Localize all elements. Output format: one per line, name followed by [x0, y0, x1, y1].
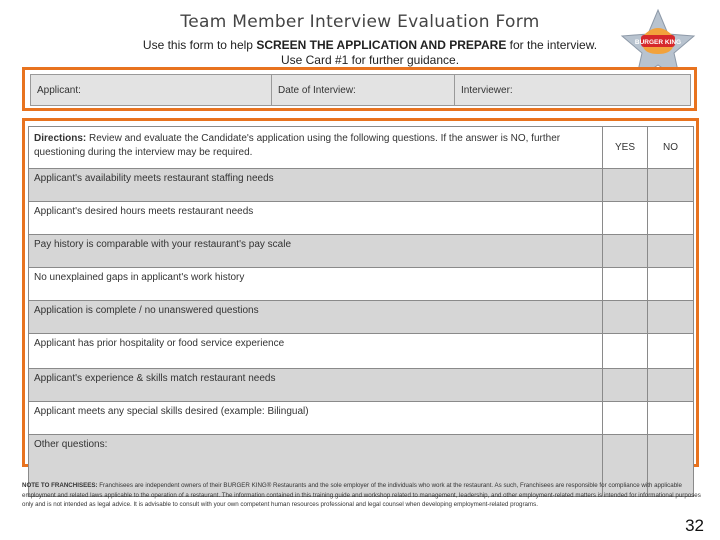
directions-text: Review and evaluate the Candidate's application using the following questions. If the answer is NO, further questioning during the interview may be required. — [34, 133, 561, 158]
date-of-interview-field[interactable]: Date of Interview: — [272, 75, 455, 105]
evaluation-section — [22, 118, 699, 467]
question-text: Applicant meets any special skills desired (example: Bilingual) — [29, 402, 603, 435]
yes-checkbox-cell[interactable] — [603, 235, 648, 268]
other-questions-text[interactable]: Other questions: — [29, 435, 603, 497]
question-text: Applicant's availability meets restaurant staffing needs — [29, 169, 603, 202]
no-column-header: NO — [648, 127, 694, 169]
applicant-info-section — [22, 67, 697, 111]
question-text: Applicant's desired hours meets restaurant needs — [29, 202, 603, 235]
evaluation-table — [28, 126, 694, 497]
yes-checkbox-cell[interactable] — [603, 268, 648, 301]
directions-cell — [29, 127, 603, 169]
yes-checkbox-cell[interactable] — [603, 402, 648, 435]
burger-bun-top — [643, 28, 673, 36]
yes-checkbox-cell[interactable] — [603, 369, 648, 402]
no-checkbox-cell[interactable] — [648, 369, 694, 402]
question-text: Application is complete / no unanswered questions — [29, 301, 603, 334]
yes-checkbox-cell[interactable] — [603, 169, 648, 202]
applicant-info-row — [30, 74, 691, 106]
no-checkbox-cell[interactable] — [648, 334, 694, 369]
form-subtitle — [60, 38, 680, 68]
question-row — [29, 235, 694, 268]
subtitle-line-2: Use Card #1 for further guidance. — [280, 53, 460, 67]
question-row — [29, 268, 694, 301]
directions-row — [29, 127, 694, 169]
subtitle-text-pre: Use this form to help — [142, 38, 257, 52]
disclaimer-text: Franchisees are independent owners of their BURGER KING® Restaurants and the sole employer of the individuals who work at the restaurant. As such, Franchisees are responsible for compliance with applicable employment and related laws applicable to the operation of a restaurant. The information contained in this training guide and workshop related to management, leadership, and other employment-related matters is intended for informational purposes only and is not intended as legal advice. It is advisable to consult with your own competent human resources professional and legal counsel when developing employment-related programs. — [22, 482, 701, 508]
question-text: No unexplained gaps in applicant's work history — [29, 268, 603, 301]
no-checkbox-cell[interactable] — [648, 169, 694, 202]
yes-checkbox-cell[interactable] — [603, 202, 648, 235]
question-row — [29, 369, 694, 402]
question-row — [29, 202, 694, 235]
question-text: Applicant has prior hospitality or food service experience — [29, 334, 603, 369]
question-row — [29, 169, 694, 202]
yes-checkbox-cell[interactable] — [603, 301, 648, 334]
no-checkbox-cell[interactable] — [648, 402, 694, 435]
no-checkbox-cell[interactable] — [648, 268, 694, 301]
question-text: Pay history is comparable with your restaurant's pay scale — [29, 235, 603, 268]
subtitle-text-post: for the interview. — [506, 38, 598, 52]
yes-column-header: YES — [603, 127, 648, 169]
applicant-field[interactable]: Applicant: — [31, 75, 272, 105]
no-checkbox-cell[interactable] — [648, 202, 694, 235]
subtitle-emphasis: SCREEN THE APPLICATION AND PREPARE — [256, 38, 507, 52]
no-checkbox-cell[interactable] — [648, 235, 694, 268]
logo-brand-text: BURGER KING — [634, 39, 682, 46]
no-checkbox-cell[interactable] — [648, 301, 694, 334]
page-number: 32 — [685, 516, 704, 535]
form-title: Team Member Interview Evaluation Form — [180, 12, 540, 32]
interviewer-field[interactable]: Interviewer: — [461, 85, 513, 96]
question-row — [29, 301, 694, 334]
question-row — [29, 402, 694, 435]
disclaimer-label: NOTE TO FRANCHISEES: — [22, 482, 98, 489]
franchisee-disclaimer — [22, 481, 702, 510]
yes-checkbox-cell[interactable] — [603, 334, 648, 369]
question-text: Applicant's experience & skills match restaurant needs — [29, 369, 603, 402]
question-row — [29, 334, 694, 369]
directions-label: Directions: — [34, 133, 87, 144]
